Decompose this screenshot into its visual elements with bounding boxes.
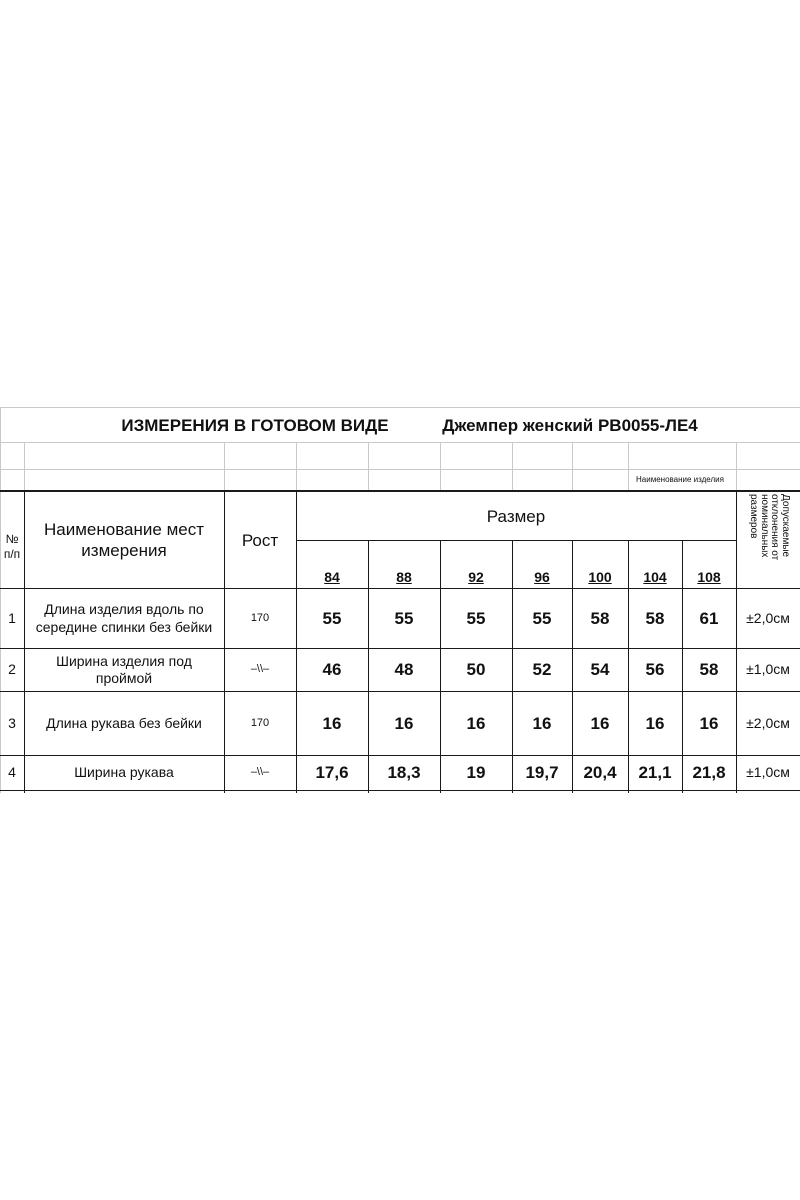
row-4-value-84: 17,6: [315, 763, 349, 783]
row-4-number: 4: [8, 764, 16, 781]
size-label-104: 104: [643, 568, 667, 585]
row-3-height: 170: [250, 716, 270, 729]
row-2-value-104: 56: [645, 660, 665, 680]
size-label-84: 84: [324, 568, 340, 585]
row-4-height: –\\–: [250, 766, 270, 779]
row-1-name: Длина изделия вдоль по середине спинки без бейки: [35, 601, 213, 635]
grid-line: [736, 442, 737, 490]
grid-line: [512, 442, 513, 490]
product-title: Джемпер женский РВ0055-ЛЕ4: [442, 416, 698, 436]
row-4-name: Ширина рукава: [74, 764, 174, 781]
row-4-value-100: 20,4: [583, 763, 617, 783]
row-1-value-96: 55: [532, 608, 552, 628]
product-name-label: Наименование изделия: [636, 475, 724, 484]
row-1-value-104: 58: [645, 608, 665, 628]
header-tolerance: Допускаемые отклонения от номинальных размеров: [748, 494, 791, 561]
size-label-88: 88: [396, 568, 412, 585]
row-3-value-96: 16: [532, 713, 552, 733]
table-border: [0, 490, 800, 492]
row-3-value-84: 16: [322, 713, 342, 733]
grid-line: [0, 442, 800, 443]
row-3-value-100: 16: [590, 713, 610, 733]
row-2-name: Ширина изделия под проймой: [56, 652, 192, 686]
row-1-value-100: 58: [590, 608, 610, 628]
row-2-value-100: 54: [590, 660, 610, 680]
spreadsheet-sheet: [0, 407, 800, 793]
row-2-value-96: 52: [532, 660, 552, 680]
row-4-value-108: 21,8: [692, 763, 726, 783]
grid-line: [572, 442, 573, 490]
row-1-value-84: 55: [322, 608, 342, 628]
size-label-108: 108: [697, 568, 721, 585]
row-4-value-96: 19,7: [525, 763, 559, 783]
row-1-height: 170: [250, 611, 270, 624]
grid-line: [368, 442, 369, 490]
size-label-92: 92: [468, 568, 484, 585]
row-4-value-88: 18,3: [387, 763, 421, 783]
header-height: Рост: [241, 531, 279, 551]
row-2-value-108: 58: [699, 660, 719, 680]
row-1-value-88: 55: [394, 608, 414, 628]
row-2-value-92: 50: [466, 660, 486, 680]
row-1-number: 1: [8, 609, 16, 626]
row-3-number: 3: [8, 714, 16, 731]
grid-line: [440, 442, 441, 490]
size-label-96: 96: [534, 568, 550, 585]
grid-line: [0, 469, 800, 470]
grid-line: [296, 442, 297, 490]
row-4-value-92: 19: [466, 763, 486, 783]
row-2-value-88: 48: [394, 660, 414, 680]
header-number-line1: №: [5, 532, 19, 546]
row-2-tolerance: ±1,0см: [746, 661, 790, 678]
row-4-value-104: 21,1: [638, 763, 672, 783]
header-measure-name-line1: Наименование мест: [44, 519, 204, 539]
size-label-100: 100: [588, 568, 612, 585]
document-title: ИЗМЕРЕНИЯ В ГОТОВОМ ВИДЕ: [121, 416, 389, 436]
row-2-number: 2: [8, 661, 16, 678]
grid-line: [628, 442, 629, 490]
header-tolerance-cell: [737, 492, 800, 588]
header-measure-name-line2: измерения: [81, 541, 167, 560]
grid-line: [224, 442, 225, 490]
row-3-value-88: 16: [394, 713, 414, 733]
row-1-tolerance: ±2,0см: [746, 609, 790, 626]
header-measure-name: [24, 507, 224, 573]
grid-line: [0, 407, 800, 408]
row-1-value-92: 55: [466, 608, 486, 628]
header-size: Размер: [486, 507, 546, 527]
row-1-value-108: 61: [699, 608, 719, 628]
row-3-value-108: 16: [699, 713, 719, 733]
header-number-line2: п/п: [3, 547, 21, 561]
row-3-value-92: 16: [466, 713, 486, 733]
row-3-value-104: 16: [645, 713, 665, 733]
grid-line: [24, 442, 25, 490]
row-3-tolerance: ±2,0см: [746, 714, 790, 731]
header-number: [0, 519, 24, 575]
row-3-name: Длина рукава без бейки: [46, 714, 202, 731]
row-2-height: –\\–: [250, 663, 270, 676]
row-4-tolerance: ±1,0см: [746, 764, 790, 781]
row-2-value-84: 46: [322, 660, 342, 680]
table-border: [0, 790, 800, 791]
